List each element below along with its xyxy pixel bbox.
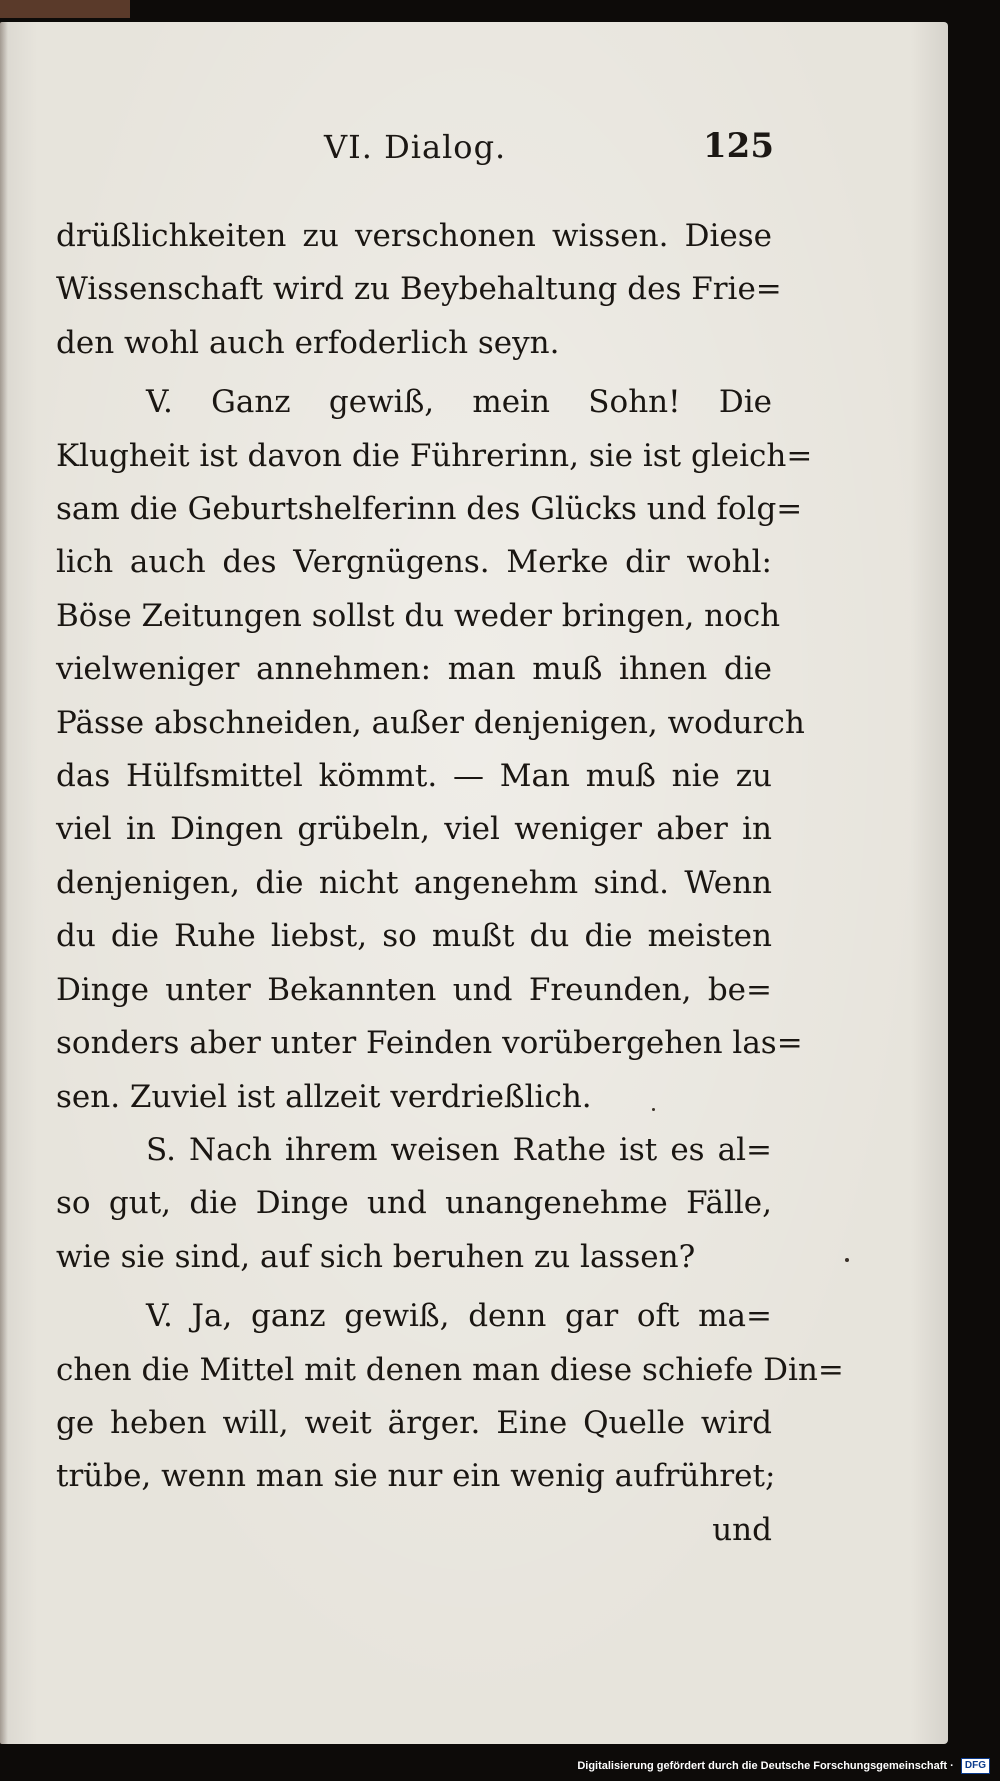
text-line: viel in Dingen grübeln, viel weniger aber in (56, 811, 772, 848)
page-number: 125 (703, 126, 774, 166)
dfg-logo-icon: DFG (961, 1758, 990, 1774)
page-gutter-shadow (0, 22, 8, 1744)
text-line: S. Nach ihrem weisen Rathe ist es al= (146, 1131, 772, 1168)
book-spine-edge (0, 0, 130, 18)
text-line: sonders aber unter Feinden vorübergehen las= (56, 1025, 803, 1062)
text-line: Dinge unter Bekannten und Freunden, be= (56, 971, 772, 1008)
paragraph (56, 1290, 844, 1504)
paragraph (56, 210, 782, 370)
page-header (300, 124, 780, 174)
text-line: den wohl auch erfoderlich seyn. (56, 324, 560, 361)
text-line: so gut, die Dinge und unangenehme Fälle, (56, 1185, 772, 1222)
paragraph (56, 1124, 772, 1284)
text-line: V. Ganz gewiß, mein Sohn! Die (146, 384, 772, 421)
running-title: VI. Dialog. (324, 128, 507, 166)
text-line: drüßlichkeiten zu verschonen wissen. Diese (56, 218, 772, 254)
text-line: V. Ja, ganz gewiß, denn gar oft ma= (146, 1298, 772, 1335)
credit-text: Digitalisierung gefördert durch die Deutsche Forschungsgemeinschaft · (577, 1760, 954, 1772)
text-line: du die Ruhe liebst, so mußt du die meisten (56, 918, 772, 955)
text-line: Pässe abschneiden, außer denjenigen, wodurch (56, 704, 805, 741)
text-line: chen die Mittel mit denen man diese schiefe Din= (56, 1351, 844, 1388)
text-line: Klugheit ist davon die Führerinn, sie ist gleich= (56, 437, 813, 474)
text-line: sam die Geburtshelferinn des Glücks und folg= (56, 491, 803, 528)
text-line: das Hülfsmittel kömmt. — Man muß nie zu (56, 758, 772, 795)
digitization-credit (577, 1755, 990, 1777)
text-line: ge heben will, weit ärger. Eine Quelle wird (56, 1404, 772, 1441)
text-line: denjenigen, die nicht angenehm sind. Wenn (56, 864, 772, 901)
text-line: Wissenschaft wird zu Beybehaltung des Frie= (56, 271, 782, 308)
text-line: lich auch des Vergnügens. Merke dir wohl: (56, 544, 772, 581)
paragraph (56, 376, 813, 1124)
catchword: und (712, 1511, 772, 1548)
text-line: Böse Zeitungen sollst du weder bringen, noch (56, 597, 781, 634)
paper-speck (845, 1258, 849, 1262)
text-line: vielweniger annehmen: man muß ihnen die (56, 651, 772, 688)
text-line: wie sie sind, auf sich beruhen zu lassen? (56, 1238, 696, 1275)
text-line: trübe, wenn man sie nur ein wenig aufrühret; (56, 1458, 776, 1495)
paper-speck (652, 1108, 655, 1111)
body-text (56, 210, 844, 1557)
text-line: sen. Zuviel ist allzeit verdrießlich. (56, 1078, 592, 1115)
